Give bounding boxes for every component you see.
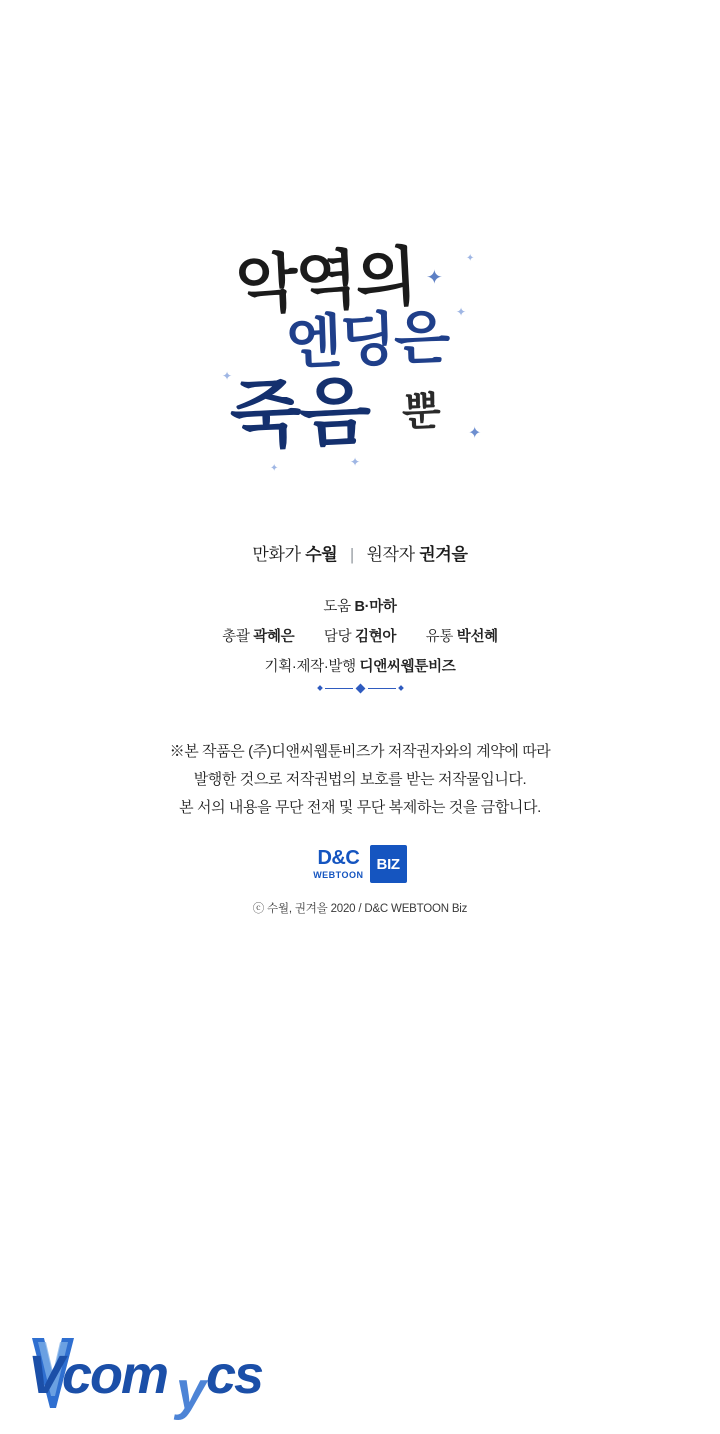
credit-name: 박선혜	[456, 629, 498, 645]
credit-divider: |	[349, 545, 354, 564]
credit-role-author: 원작자	[366, 545, 415, 564]
publisher-logo	[0, 845, 720, 883]
credit-name: 곽혜은	[253, 629, 295, 645]
title-line-2: 엔딩은	[284, 305, 450, 376]
publisher-logo-left	[313, 845, 369, 883]
title-line-1: 악역의	[234, 241, 418, 322]
dc-webtoon-biz-logo	[313, 845, 407, 883]
credit-name-artist: 수월	[305, 545, 338, 564]
watermark-text: Vcom	[28, 1345, 168, 1405]
ornament-dot-icon	[398, 685, 404, 691]
watermark	[28, 1330, 268, 1420]
sparkle-icon: ✦	[270, 463, 279, 474]
sparkle-icon: ✦	[222, 369, 233, 383]
credit-row	[0, 625, 720, 646]
sparkle-icon: ✦	[426, 267, 443, 289]
credit-name: B·마하	[354, 599, 397, 615]
sparkle-icon: ✦	[456, 305, 467, 319]
credits-block	[0, 540, 720, 685]
ornament-line-icon	[368, 688, 396, 689]
ornament-diamond-icon	[355, 683, 365, 693]
title-line-4: 뿐	[401, 388, 440, 435]
credit-name: 디앤씨웹툰비즈	[359, 659, 456, 675]
publisher-biz-badge: BIZ	[370, 845, 407, 883]
credit-role: 담당	[323, 629, 352, 645]
sparkle-icon: ✦	[350, 455, 361, 469]
watermark-tail: cs	[206, 1345, 263, 1405]
notice-line-1: ※본 작품은 (주)디앤씨웹툰비즈가 저작권자와의 계약에 따라	[169, 743, 551, 760]
ornament-line-icon	[325, 688, 353, 689]
credit-name: 김현아	[355, 629, 397, 645]
watermark-suffix: y	[176, 1361, 207, 1421]
title-line-3: 죽음	[228, 371, 371, 459]
credit-role: 총괄	[222, 629, 250, 645]
publisher-webtoon-text: WEBTOON	[313, 870, 364, 880]
credit-row	[0, 655, 720, 676]
credit-main-line	[0, 540, 720, 565]
ornament-dot-icon	[317, 685, 323, 691]
title-artwork	[222, 241, 490, 490]
ornament-divider	[0, 680, 720, 696]
credit-name-author: 권겨을	[419, 545, 468, 564]
sparkle-icon: ✦	[468, 425, 482, 442]
publisher-dc-text: D&C	[317, 847, 360, 869]
credit-role: 도움	[323, 599, 351, 615]
credit-role: 유통	[425, 629, 454, 645]
credit-role-artist: 만화가	[252, 545, 301, 564]
credit-role: 기획·제작·발행	[264, 659, 356, 675]
sparkle-icon: ✦	[466, 253, 475, 264]
title-logo	[0, 240, 720, 500]
notice-line-3: 본 서의 내용을 무단 전재 및 무단 복제하는 것을 금합니다.	[179, 798, 541, 816]
credit-row	[0, 595, 720, 616]
notice-line-2: 발행한 것으로 저작권법의 보호를 받는 저작물입니다.	[193, 770, 527, 788]
copyright-notice	[0, 738, 720, 821]
copyright-line: ⓒ 수월, 권겨을 2020 / D&C WEBTOON Biz	[252, 903, 468, 915]
